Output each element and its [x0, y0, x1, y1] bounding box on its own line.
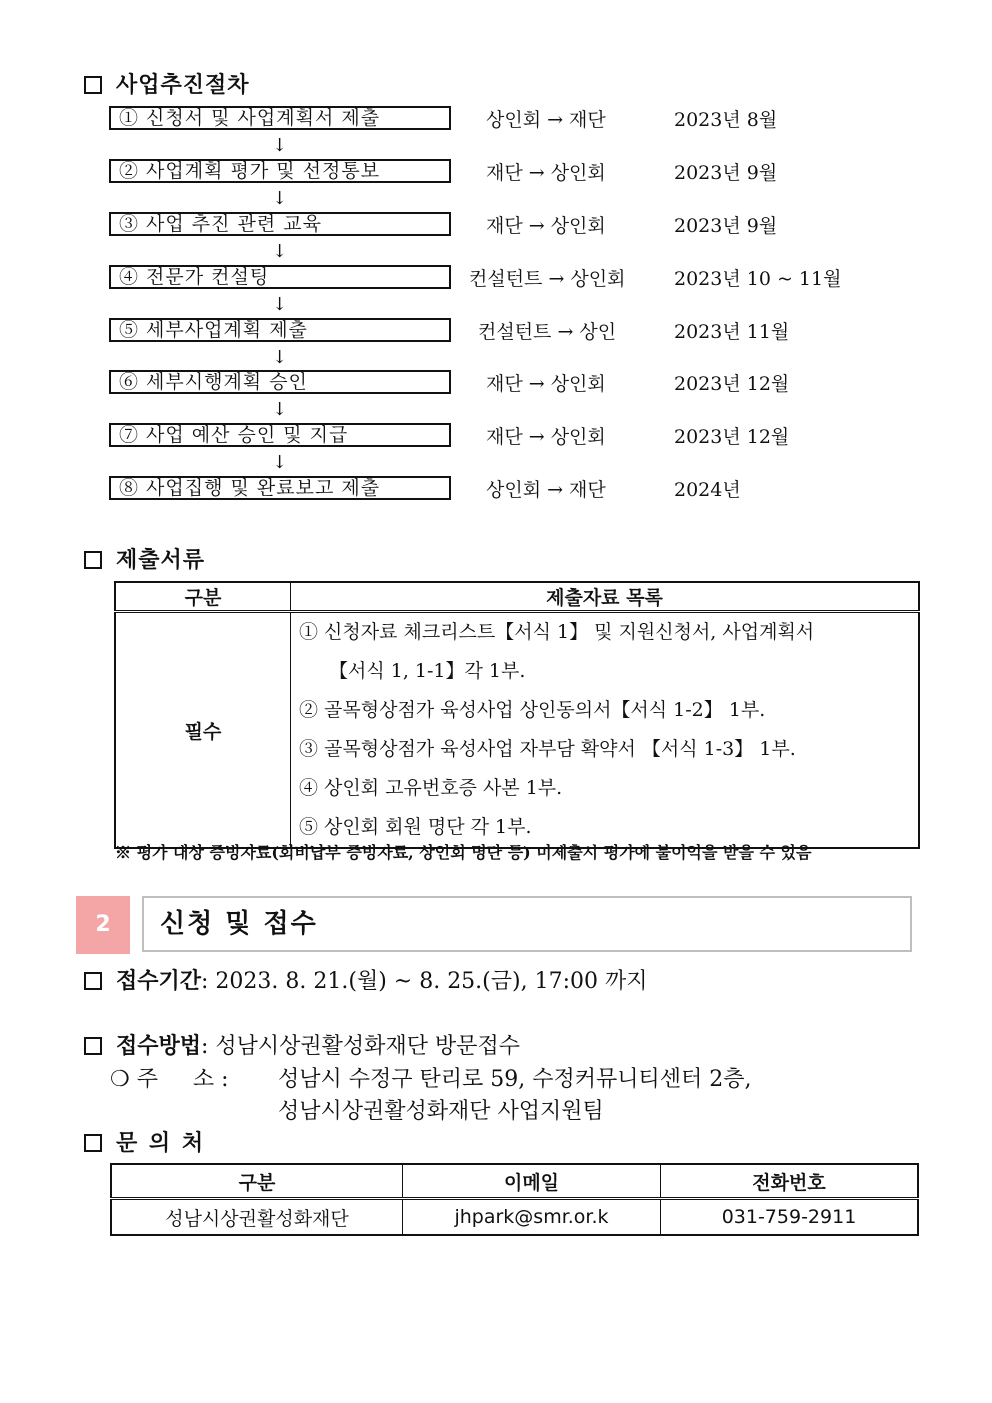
contact-heading	[84, 1126, 205, 1157]
table-row	[111, 1199, 918, 1236]
contact-organization: 성남시상권활성화재단	[111, 1199, 403, 1236]
list-item: ④ 상인회 고유번호증 사본 1부.	[299, 777, 563, 799]
address-label: ❍ 주 소 :	[110, 1067, 229, 1092]
step-1-date: 2023년 8월	[674, 109, 778, 131]
checkbox-square-icon	[84, 972, 102, 990]
step-2-flow: 재단 → 상인회	[486, 162, 606, 184]
step-3-box: ③ 사업 추진 관련 교육	[109, 212, 451, 236]
step-8-box: ⑧ 사업집행 및 완료보고 제출	[109, 476, 451, 500]
down-arrow-icon: ↓	[272, 241, 288, 262]
down-arrow-icon: ↓	[272, 347, 288, 368]
step-4-box: ④ 전문가 컨설팅	[109, 265, 451, 289]
step-4-flow: 컨설턴트 → 상인회	[469, 268, 626, 290]
contact-table	[110, 1163, 919, 1236]
column-header-category: 구분	[115, 582, 291, 612]
address-line-2: 성남시상권활성화재단 사업지원팀	[278, 1099, 604, 1124]
list-item: 【서식 1, 1-1】각 1부.	[329, 660, 526, 682]
checkbox-square-icon	[84, 76, 102, 94]
step-1-box: ① 신청서 및 사업계획서 제출	[109, 106, 451, 130]
down-arrow-icon: ↓	[272, 452, 288, 473]
documents-heading-text: 제출서류	[116, 547, 206, 573]
step-7-date: 2023년 12월	[674, 426, 790, 448]
document-list-cell	[291, 612, 920, 849]
down-arrow-icon: ↓	[272, 294, 288, 315]
section-title: 신청 및 접수	[142, 896, 912, 952]
step-5-box: ⑤ 세부사업계획 제출	[109, 318, 451, 342]
reception-period-value: : 2023. 8. 21.(월) ~ 8. 25.(금), 17:00 까지	[201, 969, 648, 994]
address-line-1: 성남시 수정구 탄리로 59, 수정커뮤니티센터 2층,	[278, 1067, 752, 1092]
table-header-row	[115, 582, 919, 612]
step-4-date: 2023년 10 ~ 11월	[674, 268, 842, 290]
step-7-box: ⑦ 사업 예산 승인 및 지급	[109, 423, 451, 447]
checkbox-square-icon	[84, 1134, 102, 1152]
checkbox-square-icon	[84, 1037, 102, 1055]
column-header-phone: 전화번호	[661, 1164, 919, 1199]
column-header-list: 제출자료 목록	[291, 582, 920, 612]
list-item: ① 신청자료 체크리스트【서식 1】 및 지원신청서, 사업계획서	[299, 621, 815, 643]
column-header-email: 이메일	[403, 1164, 661, 1199]
section-number-badge: 2	[76, 896, 130, 954]
section-2-header	[76, 896, 914, 954]
list-item: ③ 골목형상점가 육성사업 자부담 확약서 【서식 1-3】 1부.	[299, 738, 796, 760]
procedure-heading-text: 사업추진절차	[116, 72, 250, 98]
documents-heading	[84, 543, 205, 574]
down-arrow-icon: ↓	[272, 135, 288, 156]
step-6-flow: 재단 → 상인회	[486, 373, 606, 395]
step-3-date: 2023년 9월	[674, 215, 778, 237]
step-2-date: 2023년 9월	[674, 162, 778, 184]
reception-method-label: 접수방법	[116, 1033, 202, 1059]
reception-period-label: 접수기간	[116, 968, 202, 994]
contact-email[interactable]: jhpark@smr.or.k	[403, 1199, 661, 1236]
down-arrow-icon: ↓	[272, 399, 288, 420]
step-2-box: ② 사업계획 평가 및 선정통보	[109, 159, 451, 183]
list-item: ② 골목형상점가 육성사업 상인동의서【서식 1-2】 1부.	[299, 699, 766, 721]
contact-heading-text: 문 의 처	[116, 1130, 206, 1156]
reception-method	[84, 1029, 520, 1060]
step-6-box: ⑥ 세부시행계획 승인	[109, 370, 451, 394]
step-5-flow: 컨설턴트 → 상인	[478, 321, 617, 343]
documents-table	[114, 581, 920, 849]
table-header-row	[111, 1164, 918, 1199]
step-7-flow: 재단 → 상인회	[486, 426, 606, 448]
category-cell: 필수	[115, 612, 291, 849]
step-5-date: 2023년 11월	[674, 321, 790, 343]
step-8-flow: 상인회 → 재단	[486, 479, 606, 501]
table-row	[115, 612, 919, 849]
reception-method-value: : 성남시상권활성화재단 방문접수	[201, 1034, 520, 1059]
procedure-heading	[84, 68, 250, 99]
step-1-flow: 상인회 → 재단	[486, 109, 606, 131]
checkbox-square-icon	[84, 551, 102, 569]
contact-phone: 031-759-2911	[721, 1206, 857, 1228]
list-item: ⑤ 상인회 회원 명단 각 1부.	[299, 816, 532, 838]
documents-note: ※ 평가 대상 증빙자료(회비납부 증빙자료, 상인회 명단 등) 미제출시 평가에 불이익을 받을 수 있음	[115, 843, 812, 862]
column-header-category: 구분	[111, 1164, 403, 1199]
down-arrow-icon: ↓	[272, 188, 288, 209]
step-3-flow: 재단 → 상인회	[486, 215, 606, 237]
step-8-date: 2024년	[674, 479, 741, 501]
step-6-date: 2023년 12월	[674, 373, 790, 395]
reception-period	[84, 964, 647, 995]
